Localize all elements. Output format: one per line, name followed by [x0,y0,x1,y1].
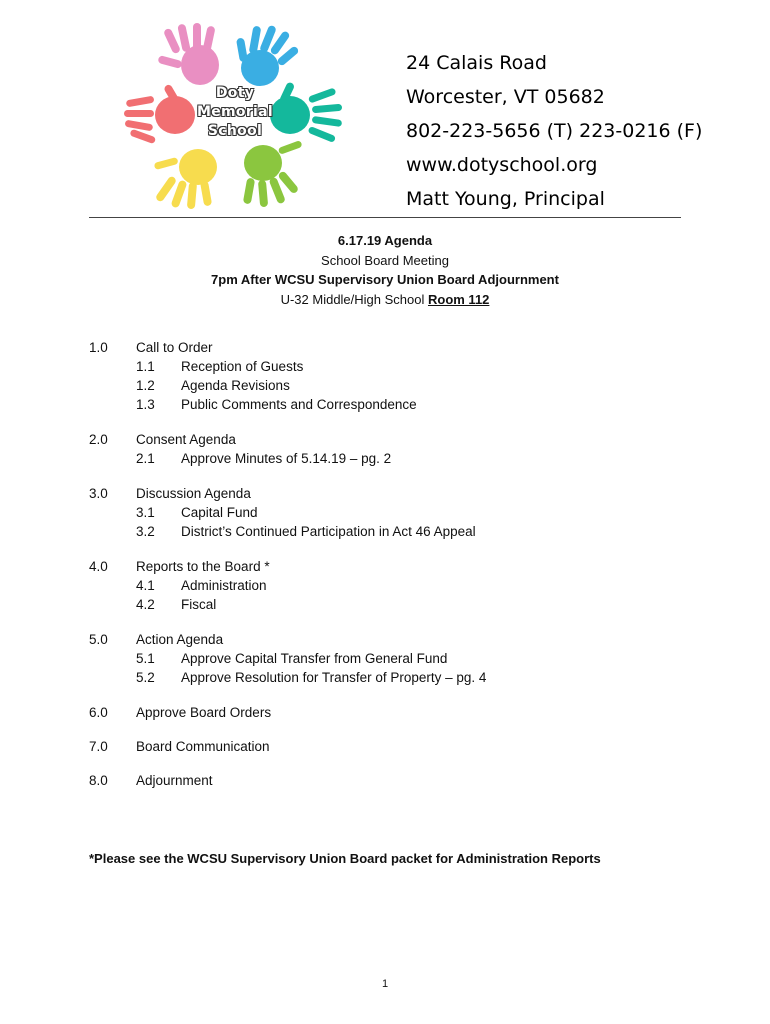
section-number: 7.0 [89,739,108,754]
item-number: 3.2 [136,524,155,539]
agenda-date-title: 6.17.19 Agenda [337,233,433,248]
section-number: 1.0 [89,340,108,355]
agenda-item [89,395,729,414]
agenda-item [89,576,729,595]
section-gap [89,614,729,630]
agenda-section [89,737,729,756]
item-text: Fiscal [181,597,217,612]
agenda-section [89,771,729,790]
item-number: 1.2 [136,378,155,393]
meeting-name: School Board Meeting [321,252,449,268]
website: www.dotyschool.org [406,154,598,176]
section-gap [89,722,729,737]
address-line-2: Worcester, VT 05682 [406,86,605,108]
item-text: Capital Fund [181,505,258,520]
section-gap [89,468,729,484]
section-number: 3.0 [89,486,108,501]
item-text: Public Comments and Correspondence [181,397,417,412]
agenda-section [89,484,729,503]
school-logo [120,20,350,210]
item-number: 4.2 [136,597,155,612]
agenda-item [89,503,729,522]
item-text: Approve Minutes of 5.14.19 – pg. 2 [181,451,392,466]
item-number: 5.1 [136,651,155,666]
item-text: Agenda Revisions [181,378,290,393]
logo-wordmark: Doty Memorial School [197,85,273,139]
red-handprint-icon [124,83,195,144]
section-title: Action Agenda [136,632,224,647]
agenda-section [89,703,729,722]
item-number: 1.1 [136,359,155,374]
section-title: Consent Agenda [136,432,236,447]
green-handprint-icon [243,140,303,207]
yellow-handprint-icon [154,149,217,209]
footnote: *Please see the WCSU Supervisory Union Board packet for Administration Reports [89,851,601,866]
agenda-item [89,449,729,468]
agenda-section [89,338,729,357]
item-text: Reception of Guests [181,359,304,374]
section-number: 5.0 [89,632,108,647]
item-number: 4.1 [136,578,155,593]
section-gap [89,756,729,771]
item-number: 3.1 [136,505,155,520]
header-divider [89,217,681,218]
agenda-list [89,338,729,790]
item-number: 2.1 [136,451,155,466]
agenda-item [89,649,729,668]
section-title: Discussion Agenda [136,486,251,501]
section-number: 8.0 [89,773,108,788]
contact-block [406,46,702,216]
phone-fax: 802-223-5656 (T) 223-0216 (F) [406,120,703,142]
item-text: Approve Capital Transfer from General Fund [181,651,448,666]
item-number: 5.2 [136,670,155,685]
pink-handprint-icon [157,23,219,85]
agenda-item [89,522,729,541]
page-number: 1 [381,978,389,990]
section-number: 4.0 [89,559,108,574]
section-title: Approve Board Orders [136,705,272,720]
agenda-item [89,357,729,376]
room-number: Room 112 [427,291,490,307]
meeting-location: U-32 Middle/High School Room 112 [280,291,490,307]
section-title: Reports to the Board * [136,559,270,574]
item-text: Administration [181,578,267,593]
agenda-section [89,630,729,649]
section-number: 2.0 [89,432,108,447]
principal: Matt Young, Principal [406,188,605,210]
section-gap [89,687,729,703]
blue-handprint-icon [236,25,300,86]
section-title: Call to Order [136,340,213,355]
section-title: Adjournment [136,773,213,788]
section-title: Board Communication [136,739,270,754]
section-number: 6.0 [89,705,108,720]
agenda-item [89,668,729,687]
agenda-heading [0,231,770,309]
agenda-section [89,430,729,449]
item-text: District’s Continued Participation in Act 46 Appeal [181,524,476,539]
agenda-item [89,376,729,395]
teal-handprint-icon [270,81,342,143]
section-gap [89,541,729,557]
section-gap [89,414,729,430]
address-line-1: 24 Calais Road [406,52,547,74]
agenda-item [89,595,729,614]
item-number: 1.3 [136,397,155,412]
meeting-time: 7pm After WCSU Supervisory Union Board Adjournment [211,272,559,287]
agenda-section [89,557,729,576]
item-text: Approve Resolution for Transfer of Property – pg. 4 [181,670,487,685]
